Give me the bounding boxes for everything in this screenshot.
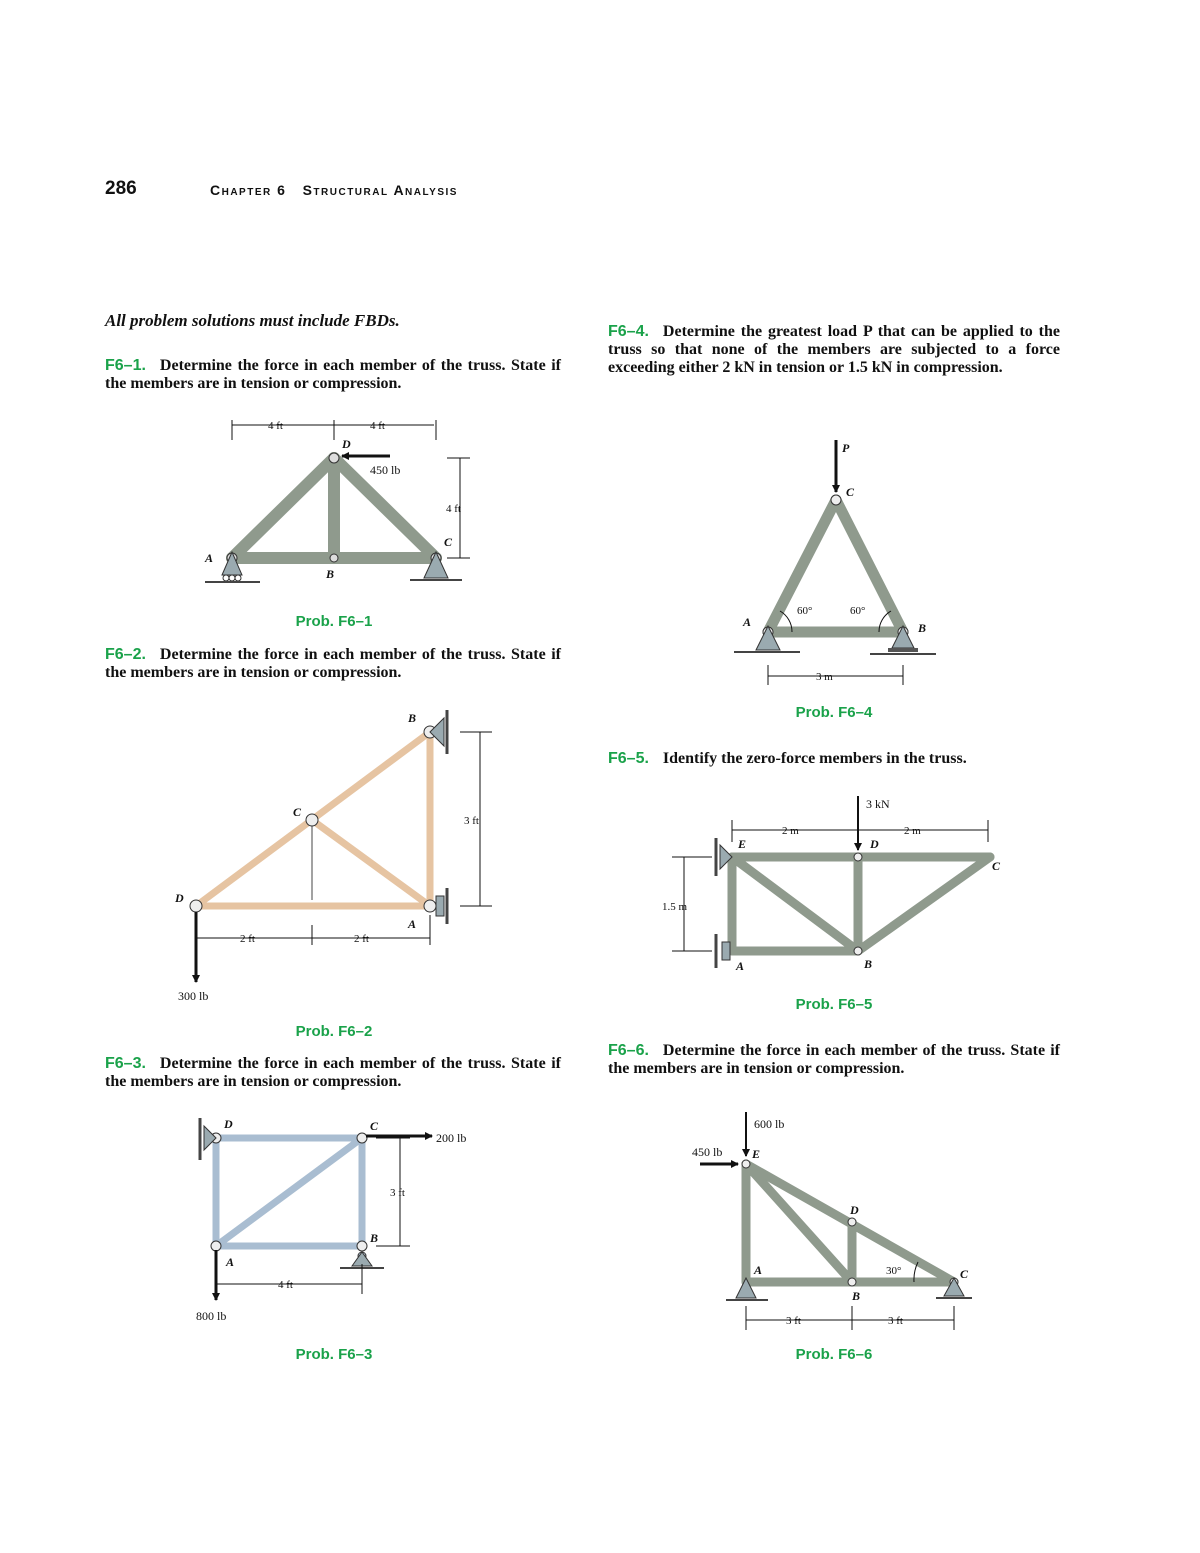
label-d: D: [870, 837, 879, 851]
label-b: B: [852, 1289, 861, 1303]
dim-3: 4 ft: [446, 503, 461, 515]
load-800: 800 lb: [196, 1309, 227, 1323]
problem-text: Determine the force in each member of the truss. State if the members are in tension or compression.: [105, 646, 561, 681]
load-label: 3 kN: [866, 797, 890, 811]
label-b: B: [918, 621, 927, 635]
dim-3: 3 ft: [464, 815, 479, 827]
label-c: C: [992, 859, 1001, 873]
label-b: B: [370, 1231, 379, 1245]
problem-text: Determine the greatest load P that can be applied to the truss so that none of the members are subjected to a force exceeding either 2 kN in tension or 1.5 kN in compression.: [608, 323, 1060, 376]
caption-f6-1: Prob. F6–1: [295, 613, 373, 630]
dim-2: 4 ft: [370, 420, 385, 432]
label-p: P: [842, 441, 850, 455]
load-label: 300 lb: [178, 989, 209, 1003]
label-c: C: [960, 1267, 969, 1281]
dim-1: 3 m: [816, 671, 833, 683]
dim-3: 1.5 m: [662, 901, 688, 913]
problem-text: Determine the force in each member of the truss. State if the members are in tension or compression.: [105, 357, 561, 392]
caption-f6-5: Prob. F6–5: [795, 996, 873, 1013]
dim-2: 2 ft: [354, 933, 369, 945]
figure-f6-1: [204, 420, 470, 582]
dim-1: 2 ft: [240, 933, 255, 945]
label-a: A: [408, 917, 417, 931]
label-b: B: [864, 957, 873, 971]
figure-f6-4: [734, 440, 936, 685]
label-e: E: [752, 1147, 761, 1161]
figure-f6-6: [692, 1112, 972, 1330]
label-a: A: [754, 1263, 763, 1277]
problem-text: Identify the zero-force members in the truss.: [662, 750, 967, 767]
label-d: D: [850, 1203, 859, 1217]
dim-2: 3 ft: [888, 1315, 903, 1327]
label-b: B: [408, 711, 417, 725]
figure-f6-2: [174, 710, 492, 1003]
load-label: 450 lb: [370, 463, 401, 477]
problem-id: F6–2.: [105, 646, 146, 663]
page-number: 286: [105, 178, 137, 199]
label-c: C: [846, 485, 855, 499]
load-600: 600 lb: [754, 1117, 785, 1131]
chapter-label: Chapter 6: [210, 182, 287, 198]
problem-id: F6–3.: [105, 1055, 146, 1072]
dim-2: 2 m: [904, 825, 921, 837]
label-c: C: [370, 1119, 379, 1133]
angle-label: 30°: [886, 1265, 902, 1277]
angle-left: 60°: [797, 605, 813, 617]
caption-f6-4: Prob. F6–4: [795, 704, 873, 721]
load-450: 450 lb: [692, 1145, 723, 1159]
label-d: D: [224, 1117, 233, 1131]
dim-1: 4 ft: [278, 1279, 293, 1291]
load-200: 200 lb: [436, 1131, 467, 1145]
problem-id: F6–5.: [608, 750, 649, 767]
dim-1: 3 ft: [786, 1315, 801, 1327]
dim-1: 2 m: [782, 825, 799, 837]
fbd-note: All problem solutions must include FBDs.: [105, 311, 400, 330]
label-d: D: [175, 891, 184, 905]
label-b: B: [326, 567, 335, 581]
section-label: Structural Analysis: [302, 182, 458, 198]
problem-id: F6–1.: [105, 357, 146, 374]
caption-f6-2: Prob. F6–2: [295, 1023, 373, 1040]
figure-f6-3: [196, 1117, 466, 1323]
label-a: A: [743, 615, 752, 629]
problem-id: F6–6.: [608, 1042, 649, 1059]
label-c: C: [293, 805, 302, 819]
label-a: A: [736, 959, 745, 973]
label-c: C: [444, 535, 453, 549]
caption-f6-6: Prob. F6–6: [795, 1346, 873, 1363]
dim-1: 4 ft: [268, 420, 283, 432]
angle-right: 60°: [850, 605, 866, 617]
label-a: A: [226, 1255, 235, 1269]
problem-text: Determine the force in each member of the truss. State if the members are in tension or compression.: [608, 1042, 1060, 1077]
label-e: E: [738, 837, 747, 851]
problem-id: F6–4.: [608, 323, 649, 340]
label-a: A: [205, 551, 214, 565]
label-d: D: [342, 437, 351, 451]
caption-f6-3: Prob. F6–3: [295, 1346, 373, 1363]
problem-text: Determine the force in each member of the truss. State if the members are in tension or compression.: [105, 1055, 561, 1090]
figure-f6-5: [662, 796, 1001, 973]
dim-2: 3 ft: [390, 1187, 405, 1199]
